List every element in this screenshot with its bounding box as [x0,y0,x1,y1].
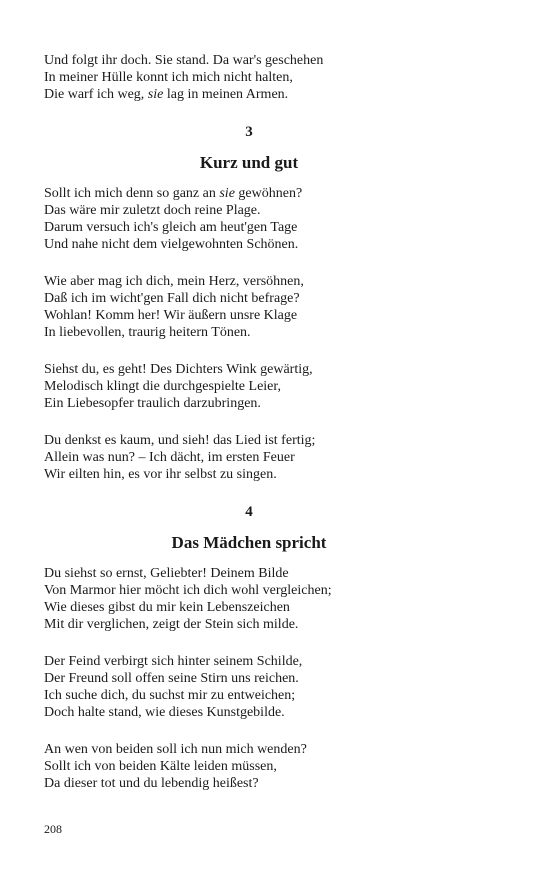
stanza [44,565,464,633]
stanza [44,653,464,721]
verse-line: In liebevollen, traurig heitern Tönen. [44,325,251,340]
sonnet-number: 4 [245,504,253,520]
verse-line: Wie aber mag ich dich, mein Herz, versöhnen, [44,274,304,289]
book-page [44,52,464,812]
verse-line: Siehst du, es geht! Des Dichters Wink gewärtig, [44,362,313,377]
stanza [44,185,464,253]
emphasis: sie [147,87,164,102]
verse-line: Daß ich im wicht'gen Fall dich nicht befrage? [44,291,300,306]
verse-line: Ein Liebesopfer traulich darzubringen. [44,396,261,411]
verse-line: Sollt ich von beiden Kälte leiden müssen, [44,759,277,774]
verse-line: Und nahe nicht dem vielgewohnten Schönen. [44,237,299,252]
opening-stanza [44,52,464,103]
verse-line: Ich suche dich, du suchst mir zu entweichen; [44,688,296,703]
verse-line: Der Feind verbirgt sich hinter seinem Schilde, [44,654,303,669]
verse-line: Wir eilten hin, es vor ihr selbst zu singen. [44,467,277,482]
verse-line: In meiner Hülle konnt ich mich nicht halten, [44,70,293,85]
stanza [44,432,464,483]
verse-line: Du siehst so ernst, Geliebter! Deinem Bilde [44,566,289,581]
verse-line: Da dieser tot und du lebendig heißest? [44,776,259,791]
verse-line: Mit dir verglichen, zeigt der Stein sich milde. [44,617,299,632]
stanza [44,741,464,792]
emphasis: sie [219,186,235,201]
sonnet-number: 3 [245,124,253,140]
verse-line: Darum versuch ich's gleich am heut'gen Tage [44,220,298,235]
stanza [44,361,464,412]
page-number: 208 [44,822,62,836]
verse-line: Sollt ich mich denn so ganz an sie gewöhnen? [44,186,303,201]
verse-line: Und folgt ihr doch. Sie stand. Da war's geschehen [44,53,324,68]
verse-line: An wen von beiden soll ich nun mich wenden? [44,742,307,757]
verse-line: Doch halte stand, wie dieses Kunstgebilde. [44,705,285,720]
verse-line: Der Freund soll offen seine Stirn uns reichen. [44,671,299,686]
verse-line: Du denkst es kaum, und sieh! das Lied ist fertig; [44,433,316,448]
stanza [44,273,464,341]
verse-line: Wohlan! Komm her! Wir äußern unsre Klage [44,308,298,323]
verse-line: Allein was nun? – Ich dächt, im ersten Feuer [44,450,295,465]
verse-line: Von Marmor hier möcht ich dich wohl vergleichen; [44,583,332,598]
verse-line: Die warf ich weg, sie lag in meinen Armen. [44,87,289,102]
verse-line: Wie dieses gibst du mir kein Lebenszeichen [44,600,290,615]
verse-line: Melodisch klingt die durchgespielte Leier, [44,379,281,394]
sonnet-title: Das Mädchen spricht [171,533,327,552]
verse-line: Das wäre mir zuletzt doch reine Plage. [44,203,261,218]
sonnet-title: Kurz und gut [199,153,299,172]
